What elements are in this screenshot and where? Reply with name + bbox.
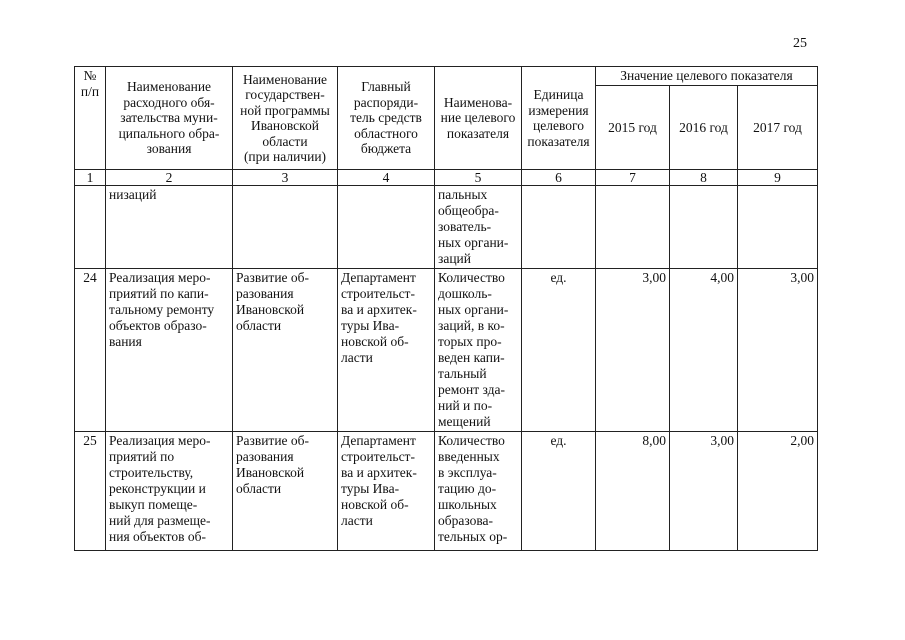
row-value-2017: 2,00: [738, 432, 818, 551]
row-program: [233, 186, 338, 269]
header-obligation: Наименование расходного обя- зательства муни- ципального обра- зования: [106, 67, 233, 170]
row-manager: [338, 186, 435, 269]
column-number: 8: [670, 170, 738, 186]
header-manager: Главный распоряди- тель средств областного бюджета: [338, 67, 435, 170]
table-row: [75, 186, 818, 269]
page-number: 25: [793, 36, 807, 51]
row-unit: ед.: [522, 432, 596, 551]
row-value-2017: 3,00: [738, 269, 818, 432]
row-value-2016: 4,00: [670, 269, 738, 432]
row-indicator: пальных общеобра- зователь- ных органи- заций: [435, 186, 522, 269]
column-number: 6: [522, 170, 596, 186]
column-number: 5: [435, 170, 522, 186]
header-value-group: Значение целевого показателя: [596, 67, 818, 86]
row-value-2016: [670, 186, 738, 269]
row-unit: [522, 186, 596, 269]
row-num: [75, 186, 106, 269]
row-program: Развитие об- разования Ивановской области: [233, 269, 338, 432]
row-obligation: Реализация меро- приятий по капи- тальному ремонту объектов образо- вания: [106, 269, 233, 432]
header-num: № п/п: [75, 67, 106, 170]
row-program: Развитие об- разования Ивановской области: [233, 432, 338, 551]
column-numbers-row: [75, 170, 818, 186]
row-num: 24: [75, 269, 106, 432]
row-manager: Департамент строительст- ва и архитек- туры Ива- новской об- ласти: [338, 432, 435, 551]
header-row: [75, 67, 818, 86]
table-row: [75, 269, 818, 432]
row-indicator: Количество введенных в эксплуа- тацию до- школьных образова- тельных ор-: [435, 432, 522, 551]
column-number: 3: [233, 170, 338, 186]
row-value-2016: 3,00: [670, 432, 738, 551]
row-unit: ед.: [522, 269, 596, 432]
header-2015: 2015 год: [596, 86, 670, 170]
row-value-2015: 8,00: [596, 432, 670, 551]
column-number: 4: [338, 170, 435, 186]
header-unit: Единица измерения целевого показателя: [522, 67, 596, 170]
header-program: Наименование государствен- ной программы Ивановской области (при наличии): [233, 67, 338, 170]
row-obligation: низаций: [106, 186, 233, 269]
row-obligation: Реализация меро- приятий по строительству, реконструкции и выкуп помеще- ний для размеще- ния объектов об-: [106, 432, 233, 551]
header-2016: 2016 год: [670, 86, 738, 170]
column-number: 7: [596, 170, 670, 186]
row-value-2017: [738, 186, 818, 269]
column-number: 1: [75, 170, 106, 186]
row-num: 25: [75, 432, 106, 551]
row-manager: Департамент строительст- ва и архитек- туры Ива- новской об- ласти: [338, 269, 435, 432]
column-number: 9: [738, 170, 818, 186]
row-indicator: Количество дошколь- ных органи- заций, в ко- торых про- веден капи- тальный ремонт зда- ний и по- мещений: [435, 269, 522, 432]
column-number: 2: [106, 170, 233, 186]
table-row: [75, 432, 818, 551]
header-indicator: Наименова- ние целевого показателя: [435, 67, 522, 170]
target-indicators-table: [74, 66, 818, 551]
row-value-2015: [596, 186, 670, 269]
row-value-2015: 3,00: [596, 269, 670, 432]
header-2017: 2017 год: [738, 86, 818, 170]
